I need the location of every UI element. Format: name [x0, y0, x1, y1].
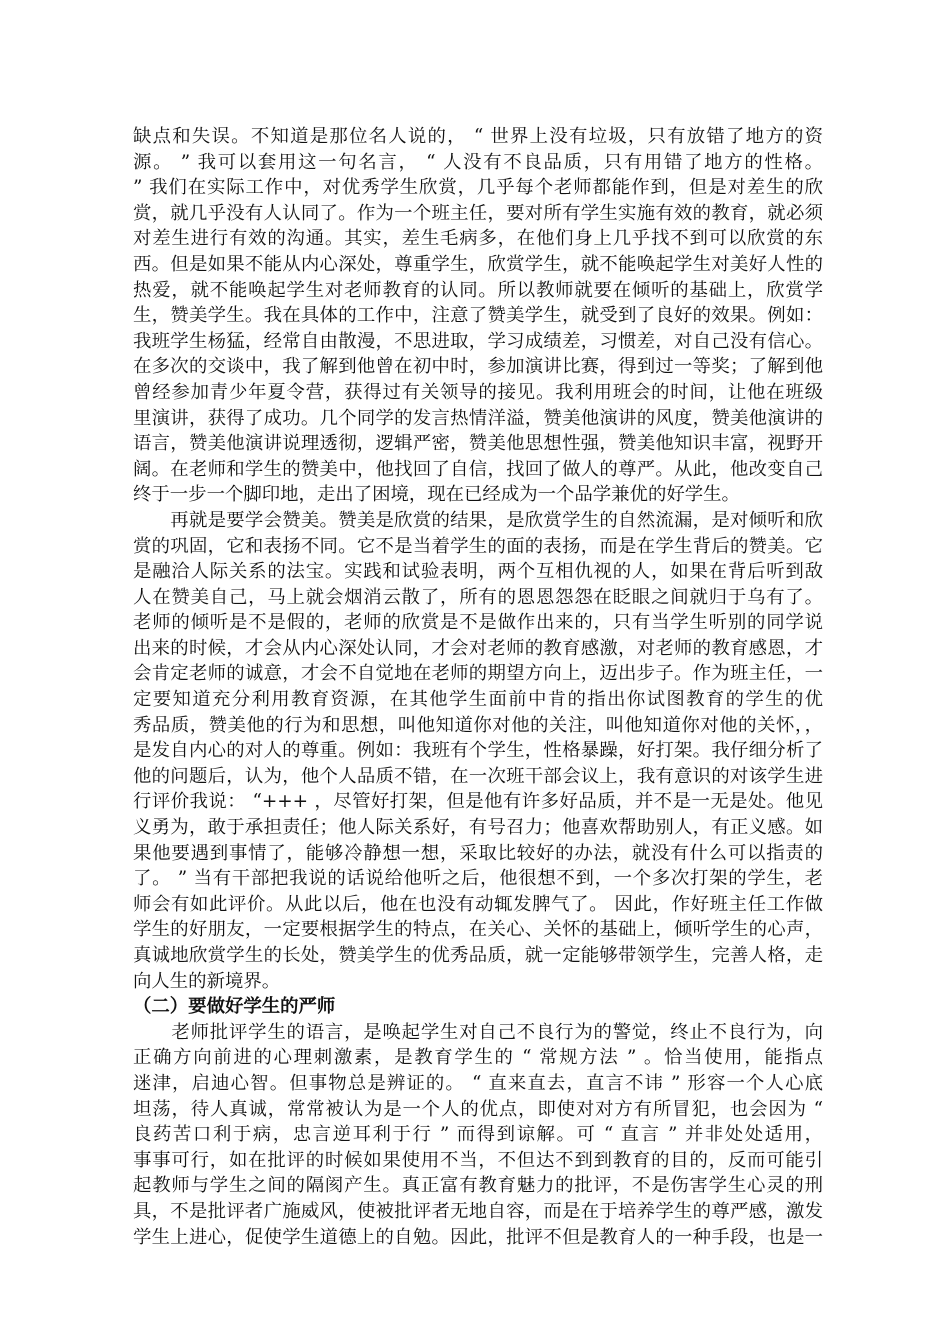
- text-line: 会肯定老师的诚意，才会不自觉地在老师的期望方向上，迈出步子。作为班主任，一: [133, 663, 823, 685]
- text-line: 在多次的交谈中，我了解到他曾在初中时，参加演讲比赛，得到过一等奖；了解到他: [133, 356, 823, 378]
- text-line: 师会有如此评价。从此以后，他在也没有动辄发脾气了。 因此，作好班主任工作做: [133, 893, 823, 915]
- text-line: 赏的巩固，它和表扬不同。它不是当着学生的面的表扬，而是在学生背后的赞美。它: [133, 535, 823, 557]
- text-line: 是融洽人际关系的法宝。实践和试验表明，两个互相仇视的人，如果在背后听到敌: [133, 561, 823, 583]
- text-line: 学生上进心，促使学生道德上的自勉。因此，批评不但是教育人的一种手段，也是一: [133, 1226, 823, 1248]
- text-line: 行评价我说： “+++ ，尽管好打架，但是他有许多好品质，并不是一无是处。他见: [133, 791, 823, 813]
- text-line: 良药苦口利于病，忠言逆耳利于行 ” 而得到谅解。可 “ 直言 ” 并非处处适用，: [133, 1124, 823, 1146]
- paragraph-start-line: 再就是要学会赞美。赞美是欣赏的结果，是欣赏学生的自然流漏，是对倾听和欣: [133, 509, 823, 531]
- text-line: 人在赞美自己，马上就会烟消云散了，所有的恩恩怨怨在眨眼之间就归于乌有了。: [133, 586, 823, 608]
- text-line: 出来的时候，才会从内心深处认同，才会对老师的教育感激，对老师的教育感恩，才: [133, 637, 823, 659]
- text-line: 他的问题后，认为，他个人品质不错，在一次班干部会议上，我有意识的对该学生进: [133, 765, 823, 787]
- text-line: 阔。在老师和学生的赞美中，他找回了自信，找回了做人的尊严。从此，他改变自己: [133, 458, 823, 480]
- text-line: 热爱，就不能唤起学生对老师教育的认同。所以教师就要在倾听的基础上，欣赏学: [133, 279, 823, 301]
- text-line: 坦荡，待人真诚，常常被认为是一个人的优点，即使对对方有所冒犯，也会因为 “: [133, 1098, 823, 1120]
- text-line: 源。 ” 我可以套用这一句名言， “ 人没有不良品质，只有用错了地方的性格。: [133, 151, 823, 173]
- text-line: 我班学生杨猛，经常自由散漫，不思进取，学习成绩差，习惯差，对自己没有信心。: [133, 330, 823, 352]
- section-heading: （二）要做好学生的严师: [133, 996, 336, 1018]
- text-line: 缺点和失误。不知道是那位名人说的， “ 世界上没有垃圾，只有放错了地方的资: [133, 126, 823, 147]
- text-line: 正确方向前进的心理刺激素，是教育学生的 “ 常规方法 ” 。恰当使用，能指点: [133, 1047, 823, 1069]
- text-line: 是发自内心的对人的尊重。例如：我班有个学生，性格暴躁，好打架。我仔细分析了: [133, 740, 823, 762]
- text-line: 老师的倾听是不是假的，老师的欣赏是不是做作出来的，只有当学生听别的同学说: [133, 612, 823, 634]
- paragraph-start-line: 老师批评学生的语言，是唤起学生对自己不良行为的警觉，终止不良行为，向: [133, 1021, 823, 1043]
- text-line: 具，不是批评者广施威风，使被批评者无地自容，而是在于培养学生的尊严感，激发: [133, 1200, 823, 1222]
- text-line: 赏，就几乎没有人认同了。作为一个班主任，要对所有学生实施有效的教育，就必须: [133, 202, 823, 224]
- text-line: 语言，赞美他演讲说理透彻，逻辑严密，赞美他思想性强，赞美他知识丰富，视野开: [133, 433, 823, 455]
- text-line: 起教师与学生之间的隔阂产生。真正富有教育魅力的批评，不是伤害学生心灵的刑: [133, 1175, 823, 1197]
- paragraph-end-line: 向人生的新境界。: [133, 970, 281, 992]
- text-line: 事事可行，如在批评的时候如果使用不当，不但达不到到教育的目的，反而可能引: [133, 1149, 823, 1171]
- text-line: 果他要遇到事情了，能够冷静想一想，采取比较好的办法，就没有什么可以指责的: [133, 842, 823, 864]
- text-line: ” 我们在实际工作中，对优秀学生欣赏，几乎每个老师都能作到，但是对差生的欣: [133, 177, 823, 199]
- text-line: 迷津，启迪心智。但事物总是辨证的。 “ 直来直去，直言不讳 ” 形容一个人心底: [133, 1072, 823, 1094]
- text-line: 生，赞美学生。我在具体的工作中，注意了赞美学生，就受到了良好的效果。例如：: [133, 305, 823, 327]
- body-text: [133, 124, 823, 1250]
- text-line: 西。但是如果不能从内心深处，尊重学生，欣赏学生，就不能唤起学生对美好人性的: [133, 253, 823, 275]
- paragraph-end-line: 终于一步一个脚印地，走出了困境，现在已经成为一个品学兼优的好学生。: [133, 484, 740, 506]
- text-line: 真诚地欣赏学生的长处，赞美学生的优秀品质，就一定能够带领学生，完善人格，走: [133, 945, 823, 966]
- text-line: 曾经参加青少年夏令营，获得过有关领导的接见。我利用班会的时间，让他在班级: [133, 381, 823, 403]
- text-line: 定要知道充分利用教育资源，在其他学生面前中肯的指出你试图教育的学生的优: [133, 689, 823, 711]
- text-line: 秀品质，赞美他的行为和思想，叫他知道你对他的关注，叫他知道你对他的关怀，，: [133, 714, 823, 736]
- text-line: 学生的好朋友，一定要根据学生的特点，在关心、关怀的基础上，倾听学生的心声，: [133, 919, 823, 941]
- text-line: 义勇为，敢于承担责任；他人际关系好，有号召力；他喜欢帮助别人，有正义感。如: [133, 817, 823, 839]
- text-line: 对差生进行有效的沟通。其实，差生毛病多，在他们身上几乎找不到可以欣赏的东: [133, 228, 823, 250]
- text-line: 里演讲，获得了成功。几个同学的发言热情洋溢，赞美他演讲的风度，赞美他演讲的: [133, 407, 823, 429]
- text-line: 了。 ” 当有干部把我说的话说给他听之后，他很想不到，一个多次打架的学生，老: [133, 868, 823, 890]
